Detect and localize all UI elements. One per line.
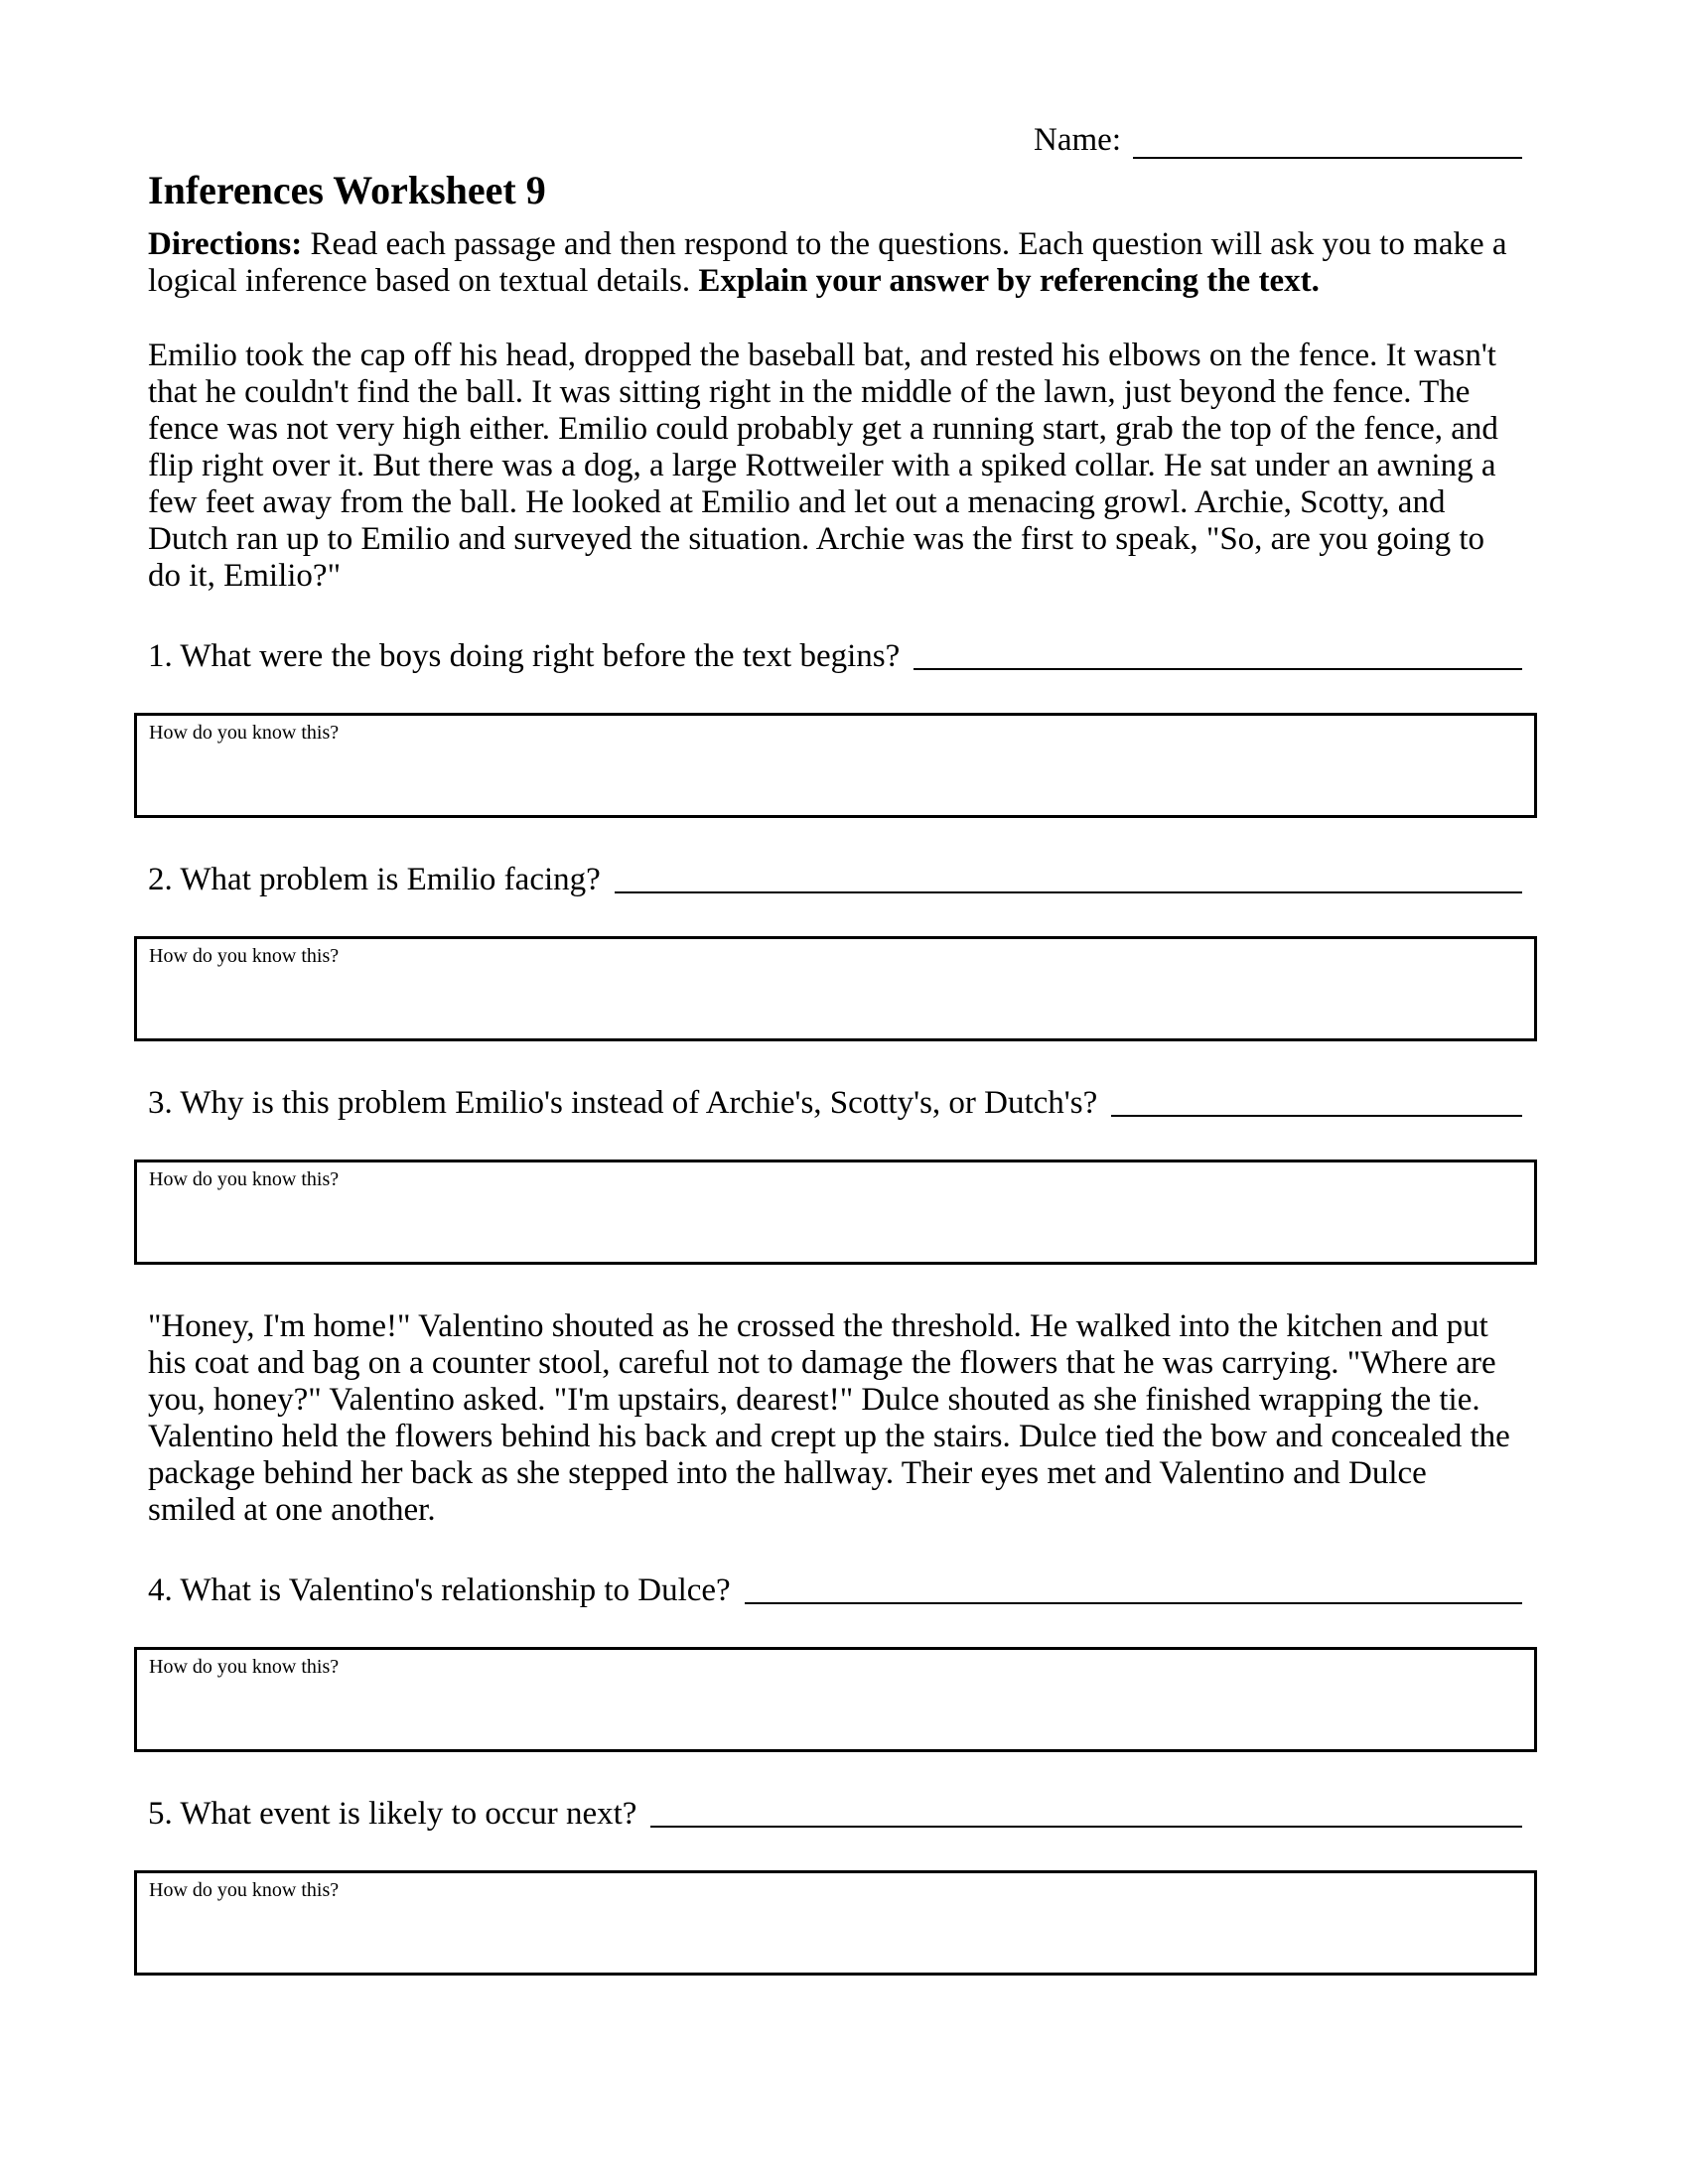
- question-4: [148, 1572, 1522, 1609]
- passage-2: "Honey, I'm home!" Valentino shouted as he crossed the threshold. He walked into the kitchen and put his coat and bag on a counter stool, careful not to damage the flowers that he was carrying. "Where are you, honey?" Valentino asked. "I'm upstairs, dearest!" Dulce shouted as she finished wrapping the tie. Valentino held the flowers behind his back and crept up the stairs. Dulce tied the bow and concealed the package behind her back as she stepped into the hallway. Their eyes met and Valentino and Dulce smiled at one another.: [148, 1308, 1510, 1528]
- directions-emphasis: Explain your answer by referencing the text.: [698, 263, 1320, 299]
- question-3: [148, 1085, 1522, 1122]
- question-3-answer-box[interactable]: [134, 1160, 1537, 1265]
- name-fill-line[interactable]: [1133, 121, 1522, 159]
- worksheet-content: [148, 0, 1522, 1976]
- passage-1: Emilio took the cap off his head, dropped the baseball bat, and rested his elbows on the fence. It wasn't that he couldn't find the ball. It was sitting right in the middle of the lawn, just beyond the fence. The fence was not very high either. Emilio could probably get a running start, grab the top of the fence, and flip right over it. But there was a dog, a large Rottweiler with a spiked collar. He sat under an awning a few feet away from the ball. He looked at Emilio and let out a menacing growl. Archie, Scotty, and Dutch ran up to Emilio and surveyed the situation. Archie was the first to speak, "So, are you going to do it, Emilio?": [148, 338, 1498, 594]
- name-row: [148, 0, 1522, 159]
- question-2-answer-box[interactable]: [134, 936, 1537, 1041]
- question-4-answer-box[interactable]: [134, 1647, 1537, 1752]
- directions: [148, 226, 1522, 300]
- directions-label: Directions:: [148, 226, 303, 262]
- question-3-text: 3. Why is this problem Emilio's instead of Archie's, Scotty's, or Dutch's?: [148, 1085, 1098, 1121]
- question-1: [148, 638, 1522, 675]
- question-4-box-label: How do you know this?: [149, 1656, 340, 1678]
- question-4-text: 4. What is Valentino's relationship to Dulce?: [148, 1572, 731, 1608]
- question-2-answer-line[interactable]: [615, 891, 1522, 893]
- question-5-answer-box[interactable]: [134, 1870, 1537, 1976]
- directions-body: Read each passage and then respond to the questions. Each question will ask you to make a logical inference based on textual details.: [148, 226, 1507, 299]
- question-1-box-label: How do you know this?: [149, 722, 340, 744]
- question-5-answer-line[interactable]: [650, 1826, 1522, 1828]
- question-5-box-label: How do you know this?: [149, 1879, 340, 1901]
- question-5-text: 5. What event is likely to occur next?: [148, 1796, 637, 1832]
- question-4-answer-line[interactable]: [745, 1602, 1522, 1604]
- question-2: [148, 862, 1522, 898]
- question-5: [148, 1796, 1522, 1833]
- question-3-answer-line[interactable]: [1111, 1115, 1522, 1117]
- question-1-answer-box[interactable]: [134, 713, 1537, 818]
- question-2-box-label: How do you know this?: [149, 945, 340, 967]
- name-label: Name:: [1034, 122, 1121, 158]
- question-2-text: 2. What problem is Emilio facing?: [148, 862, 601, 897]
- question-1-answer-line[interactable]: [914, 668, 1522, 670]
- question-3-box-label: How do you know this?: [149, 1168, 340, 1190]
- question-1-text: 1. What were the boys doing right before the text begins?: [148, 638, 901, 674]
- page-title: Inferences Worksheet 9: [148, 168, 546, 212]
